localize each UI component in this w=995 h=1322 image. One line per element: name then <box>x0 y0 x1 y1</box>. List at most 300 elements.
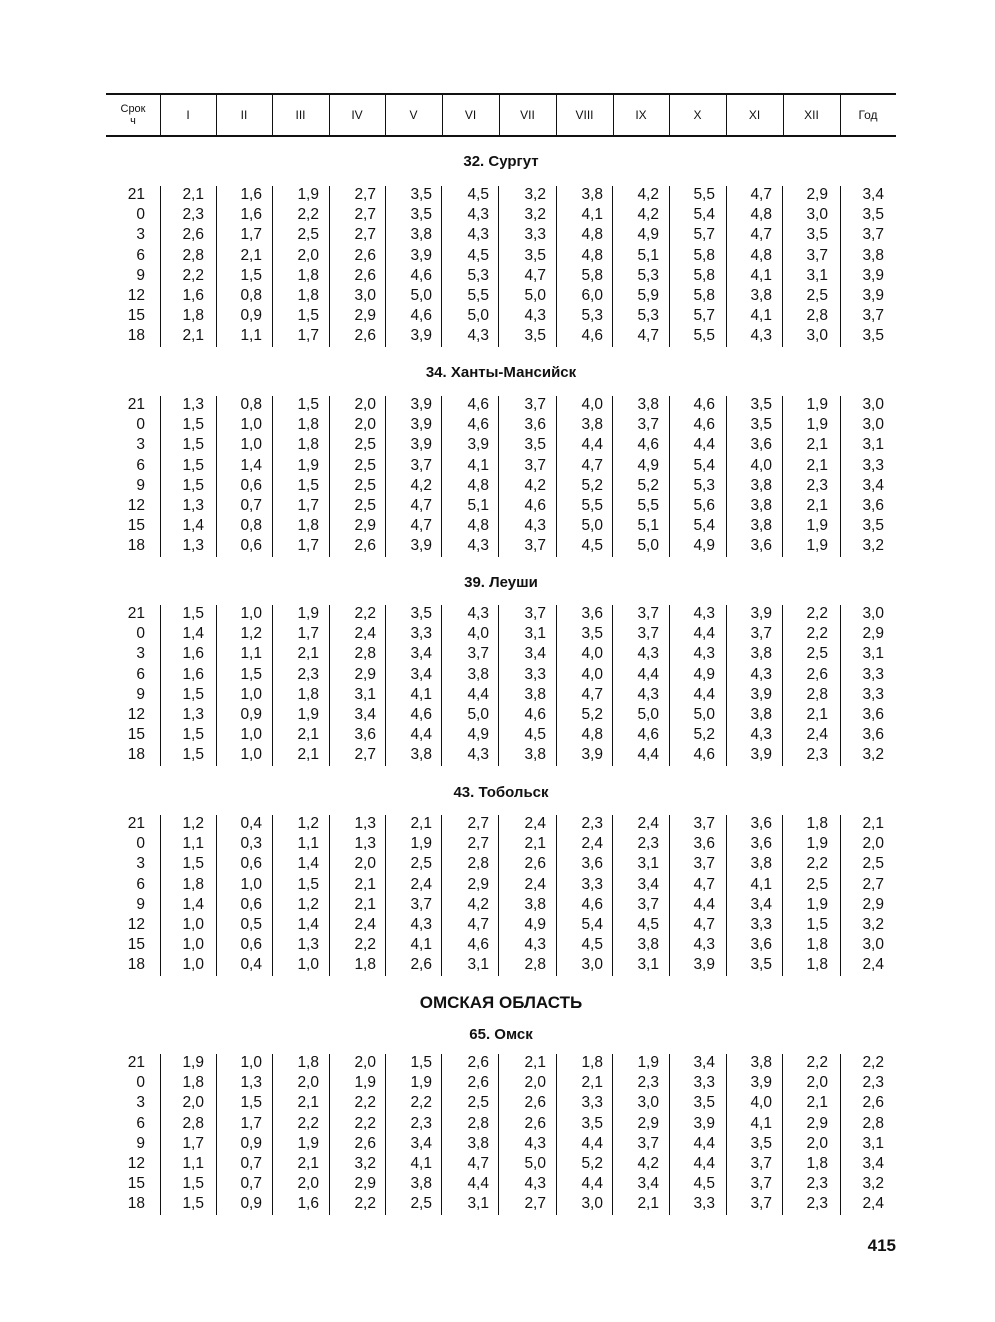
value-cell: 4,4 <box>410 726 432 744</box>
value-cell: 3,5 <box>750 1134 772 1152</box>
table-row <box>0 915 995 935</box>
value-cell: 2,4 <box>637 815 659 832</box>
value-cell: 3,1 <box>806 266 828 284</box>
srok-cell: 18 <box>127 1195 145 1213</box>
value-cell: 2,6 <box>467 1074 489 1092</box>
table-row <box>0 665 995 685</box>
value-cell: 1,6 <box>182 665 204 683</box>
value-cell: 1,7 <box>240 226 262 244</box>
value-cell: 4,3 <box>693 605 715 622</box>
value-cell: 3,0 <box>354 287 376 304</box>
value-cell: 4,5 <box>693 1175 715 1193</box>
value-cell: 1,0 <box>182 956 204 974</box>
srok-cell: 15 <box>127 936 145 954</box>
srok-cell: 3 <box>136 226 145 244</box>
value-cell: 3,7 <box>410 895 432 913</box>
srok-cell: 6 <box>136 456 145 474</box>
table-row <box>0 185 995 205</box>
value-cell: 3,6 <box>862 726 884 744</box>
srok-cell: 3 <box>136 645 145 663</box>
value-cell: 4,8 <box>581 726 603 744</box>
value-cell: 1,5 <box>297 476 319 494</box>
value-cell: 5,5 <box>581 497 603 514</box>
value-cell: 1,8 <box>354 956 376 974</box>
value-cell: 0,8 <box>240 287 262 304</box>
srok-cell: 9 <box>136 895 145 913</box>
value-cell: 2,6 <box>354 327 376 345</box>
srok-cell: 18 <box>127 537 145 555</box>
table-row <box>0 306 995 326</box>
value-cell: 2,0 <box>524 1074 546 1092</box>
value-cell: 4,3 <box>524 1175 546 1193</box>
value-cell: 1,8 <box>297 416 319 434</box>
value-cell: 4,1 <box>467 456 489 474</box>
value-cell: 4,7 <box>750 226 772 244</box>
table-row <box>0 1093 995 1113</box>
header-cell: IV <box>351 108 363 122</box>
srok-cell: 18 <box>127 327 145 345</box>
value-cell: 3,8 <box>750 497 772 514</box>
value-cell: 3,8 <box>524 685 546 703</box>
srok-cell: 9 <box>136 1134 145 1152</box>
value-cell: 0,8 <box>240 517 262 535</box>
value-cell: 4,3 <box>467 537 489 555</box>
table-row <box>0 225 995 245</box>
header-separator <box>160 95 161 135</box>
value-cell: 5,8 <box>693 287 715 304</box>
value-cell: 0,8 <box>240 396 262 413</box>
value-cell: 2,4 <box>806 726 828 744</box>
table-row <box>0 435 995 455</box>
value-cell: 3,8 <box>750 287 772 304</box>
value-cell: 3,8 <box>410 226 432 244</box>
value-cell: 0,4 <box>240 815 262 832</box>
value-cell: 2,1 <box>354 895 376 913</box>
value-cell: 4,0 <box>750 1094 772 1112</box>
station-title: 32. Сургут <box>463 153 539 170</box>
value-cell: 4,3 <box>750 665 772 683</box>
value-cell: 2,2 <box>354 1094 376 1112</box>
value-cell: 4,3 <box>750 327 772 345</box>
value-cell: 3,0 <box>806 327 828 345</box>
value-cell: 4,3 <box>524 1134 546 1152</box>
value-cell: 3,7 <box>862 307 884 325</box>
value-cell: 1,7 <box>297 497 319 514</box>
value-cell: 1,9 <box>637 1054 659 1071</box>
value-cell: 1,7 <box>297 625 319 643</box>
value-cell: 3,0 <box>806 206 828 224</box>
value-cell: 1,7 <box>240 1114 262 1132</box>
value-cell: 3,9 <box>410 537 432 555</box>
value-cell: 4,0 <box>750 456 772 474</box>
value-cell: 1,9 <box>297 605 319 622</box>
value-cell: 3,3 <box>693 1195 715 1213</box>
value-cell: 2,1 <box>862 815 884 832</box>
table-row <box>0 496 995 516</box>
value-cell: 0,7 <box>240 1155 262 1172</box>
value-cell: 2,6 <box>467 1054 489 1071</box>
header-cell: IX <box>635 108 647 122</box>
value-cell: 1,6 <box>240 186 262 203</box>
header-separator <box>669 95 670 135</box>
value-cell: 2,5 <box>467 1094 489 1112</box>
value-cell: 5,4 <box>693 456 715 474</box>
value-cell: 4,4 <box>693 625 715 643</box>
value-cell: 2,5 <box>354 436 376 454</box>
value-cell: 1,3 <box>354 835 376 853</box>
header-cell: II <box>240 108 248 122</box>
value-cell: 3,8 <box>524 895 546 913</box>
value-cell: 0,7 <box>240 1175 262 1193</box>
value-cell: 2,1 <box>354 875 376 893</box>
value-cell: 1,6 <box>297 1195 319 1213</box>
value-cell: 2,0 <box>806 1134 828 1152</box>
value-cell: 4,6 <box>524 497 546 514</box>
table-row <box>0 604 995 624</box>
value-cell: 4,3 <box>637 645 659 663</box>
header-cell: VII <box>520 108 535 122</box>
value-cell: 3,2 <box>524 186 546 203</box>
value-cell: 3,3 <box>862 665 884 683</box>
value-cell: 3,2 <box>862 916 884 933</box>
table-row <box>0 685 995 705</box>
value-cell: 1,9 <box>297 1134 319 1152</box>
header-cell: VIII <box>575 108 594 122</box>
value-cell: 3,6 <box>750 537 772 555</box>
value-cell: 1,8 <box>806 956 828 974</box>
table-row <box>0 1194 995 1214</box>
srok-cell: 18 <box>127 956 145 974</box>
srok-cell: 21 <box>127 396 145 413</box>
value-cell: 4,1 <box>750 875 772 893</box>
value-cell: 2,1 <box>524 1054 546 1071</box>
value-cell: 3,3 <box>524 665 546 683</box>
srok-cell: 3 <box>136 1094 145 1112</box>
value-cell: 1,9 <box>410 835 432 853</box>
value-cell: 1,9 <box>297 186 319 203</box>
value-cell: 2,9 <box>862 625 884 643</box>
value-cell: 1,8 <box>297 266 319 284</box>
value-cell: 2,4 <box>581 835 603 853</box>
value-cell: 1,0 <box>182 936 204 954</box>
srok-cell: 12 <box>127 287 145 304</box>
table-row <box>0 476 995 496</box>
value-cell: 2,0 <box>297 1175 319 1193</box>
value-cell: 4,9 <box>467 726 489 744</box>
srok-cell: 0 <box>136 416 145 434</box>
header-separator <box>499 95 500 135</box>
value-cell: 3,9 <box>467 436 489 454</box>
value-cell: 1,5 <box>182 726 204 744</box>
value-cell: 1,5 <box>297 396 319 413</box>
value-cell: 4,4 <box>581 436 603 454</box>
value-cell: 2,1 <box>581 1074 603 1092</box>
value-cell: 3,5 <box>750 956 772 974</box>
value-cell: 1,3 <box>182 396 204 413</box>
value-cell: 2,6 <box>806 665 828 683</box>
value-cell: 4,6 <box>693 746 715 764</box>
value-cell: 3,6 <box>750 936 772 954</box>
value-cell: 3,9 <box>410 246 432 264</box>
value-cell: 4,6 <box>410 706 432 723</box>
table-row <box>0 644 995 664</box>
value-cell: 6,0 <box>581 287 603 304</box>
value-cell: 1,9 <box>806 396 828 413</box>
value-cell: 2,0 <box>354 855 376 873</box>
value-cell: 1,9 <box>297 706 319 723</box>
srok-cell: 18 <box>127 746 145 764</box>
value-cell: 1,5 <box>182 456 204 474</box>
value-cell: 4,4 <box>693 1134 715 1152</box>
value-cell: 2,0 <box>862 835 884 853</box>
value-cell: 3,7 <box>410 456 432 474</box>
value-cell: 3,8 <box>750 1054 772 1071</box>
value-cell: 1,9 <box>806 835 828 853</box>
table-row <box>0 854 995 874</box>
value-cell: 4,4 <box>467 685 489 703</box>
value-cell: 2,5 <box>806 287 828 304</box>
srok-cell: 6 <box>136 665 145 683</box>
value-cell: 2,8 <box>806 307 828 325</box>
value-cell: 2,1 <box>182 186 204 203</box>
value-cell: 2,8 <box>806 685 828 703</box>
srok-cell: 9 <box>136 685 145 703</box>
value-cell: 3,8 <box>467 665 489 683</box>
value-cell: 2,2 <box>354 1195 376 1213</box>
value-cell: 1,2 <box>240 625 262 643</box>
value-cell: 5,2 <box>581 1155 603 1172</box>
value-cell: 3,5 <box>524 436 546 454</box>
value-cell: 4,2 <box>637 186 659 203</box>
value-cell: 4,4 <box>637 665 659 683</box>
value-cell: 1,0 <box>240 416 262 434</box>
value-cell: 4,4 <box>693 685 715 703</box>
srok-cell: 6 <box>136 875 145 893</box>
value-cell: 0,6 <box>240 476 262 494</box>
value-cell: 2,5 <box>354 456 376 474</box>
value-cell: 3,8 <box>637 936 659 954</box>
srok-cell: 12 <box>127 497 145 514</box>
value-cell: 2,3 <box>581 815 603 832</box>
value-cell: 4,4 <box>693 436 715 454</box>
value-cell: 4,7 <box>637 327 659 345</box>
value-cell: 3,4 <box>637 875 659 893</box>
value-cell: 2,7 <box>354 206 376 224</box>
value-cell: 3,5 <box>581 1114 603 1132</box>
value-cell: 4,1 <box>410 685 432 703</box>
value-cell: 2,6 <box>354 246 376 264</box>
value-cell: 1,5 <box>182 685 204 703</box>
value-cell: 1,5 <box>240 266 262 284</box>
value-cell: 2,6 <box>182 226 204 244</box>
value-cell: 2,1 <box>182 327 204 345</box>
value-cell: 1,5 <box>182 476 204 494</box>
value-cell: 3,6 <box>862 497 884 514</box>
value-cell: 3,7 <box>467 645 489 663</box>
value-cell: 3,4 <box>862 186 884 203</box>
value-cell: 3,8 <box>637 396 659 413</box>
value-cell: 3,8 <box>410 746 432 764</box>
value-cell: 3,8 <box>581 186 603 203</box>
value-cell: 2,9 <box>467 875 489 893</box>
value-cell: 3,1 <box>862 436 884 454</box>
value-cell: 5,2 <box>693 726 715 744</box>
value-cell: 2,5 <box>410 1195 432 1213</box>
value-cell: 3,2 <box>862 1175 884 1193</box>
value-cell: 1,0 <box>297 956 319 974</box>
value-cell: 2,2 <box>410 1094 432 1112</box>
value-cell: 2,5 <box>354 476 376 494</box>
table-row <box>0 395 995 415</box>
value-cell: 2,4 <box>524 875 546 893</box>
value-cell: 3,0 <box>862 605 884 622</box>
value-cell: 4,2 <box>637 206 659 224</box>
value-cell: 3,9 <box>693 956 715 974</box>
value-cell: 3,1 <box>637 956 659 974</box>
value-cell: 3,7 <box>637 1134 659 1152</box>
value-cell: 3,7 <box>637 416 659 434</box>
value-cell: 2,7 <box>354 746 376 764</box>
value-cell: 2,9 <box>354 307 376 325</box>
value-cell: 3,9 <box>750 605 772 622</box>
value-cell: 3,6 <box>581 605 603 622</box>
value-cell: 4,4 <box>637 746 659 764</box>
value-cell: 3,5 <box>862 206 884 224</box>
value-cell: 2,3 <box>410 1114 432 1132</box>
value-cell: 1,7 <box>297 537 319 555</box>
value-cell: 3,4 <box>410 665 432 683</box>
value-cell: 1,0 <box>182 916 204 933</box>
value-cell: 4,3 <box>467 746 489 764</box>
value-cell: 0,3 <box>240 835 262 853</box>
value-cell: 4,6 <box>637 726 659 744</box>
value-cell: 4,3 <box>524 936 546 954</box>
value-cell: 1,8 <box>806 815 828 832</box>
value-cell: 1,0 <box>240 746 262 764</box>
value-cell: 5,2 <box>581 706 603 723</box>
value-cell: 2,1 <box>297 1155 319 1172</box>
value-cell: 4,2 <box>467 895 489 913</box>
value-cell: 3,9 <box>410 416 432 434</box>
value-cell: 4,7 <box>410 497 432 514</box>
value-cell: 1,1 <box>297 835 319 853</box>
value-cell: 3,4 <box>862 476 884 494</box>
value-cell: 4,2 <box>410 476 432 494</box>
value-cell: 1,1 <box>182 835 204 853</box>
value-cell: 5,4 <box>581 916 603 933</box>
value-cell: 1,5 <box>182 746 204 764</box>
value-cell: 0,6 <box>240 537 262 555</box>
header-srok-label: Срок ч <box>120 103 146 127</box>
value-cell: 3,9 <box>750 1074 772 1092</box>
value-cell: 2,5 <box>806 875 828 893</box>
value-cell: 5,8 <box>581 266 603 284</box>
value-cell: 5,0 <box>467 307 489 325</box>
value-cell: 2,6 <box>354 266 376 284</box>
value-cell: 3,6 <box>581 855 603 873</box>
value-cell: 3,6 <box>750 835 772 853</box>
table-row <box>0 415 995 435</box>
value-cell: 5,1 <box>637 246 659 264</box>
value-cell: 1,8 <box>297 1054 319 1071</box>
value-cell: 3,9 <box>750 746 772 764</box>
value-cell: 1,5 <box>182 416 204 434</box>
value-cell: 1,3 <box>182 497 204 514</box>
value-cell: 1,8 <box>297 287 319 304</box>
value-cell: 5,7 <box>693 307 715 325</box>
srok-cell: 12 <box>127 916 145 933</box>
value-cell: 2,3 <box>637 835 659 853</box>
value-cell: 3,3 <box>524 226 546 244</box>
value-cell: 1,3 <box>182 706 204 723</box>
value-cell: 5,0 <box>581 517 603 535</box>
value-cell: 1,4 <box>182 517 204 535</box>
srok-cell: 3 <box>136 855 145 873</box>
value-cell: 1,6 <box>182 287 204 304</box>
value-cell: 3,6 <box>524 416 546 434</box>
value-cell: 2,4 <box>354 916 376 933</box>
value-cell: 1,0 <box>240 685 262 703</box>
value-cell: 3,7 <box>524 396 546 413</box>
value-cell: 4,6 <box>467 396 489 413</box>
value-cell: 3,3 <box>750 916 772 933</box>
srok-cell: 12 <box>127 706 145 723</box>
value-cell: 5,1 <box>637 517 659 535</box>
header-cell: X <box>693 108 702 122</box>
value-cell: 5,9 <box>637 287 659 304</box>
value-cell: 2,0 <box>297 1074 319 1092</box>
value-cell: 2,3 <box>862 1074 884 1092</box>
value-cell: 5,3 <box>637 266 659 284</box>
value-cell: 4,2 <box>524 476 546 494</box>
value-cell: 5,8 <box>693 266 715 284</box>
station-title: 34. Ханты-Мансийск <box>425 364 577 381</box>
value-cell: 2,1 <box>806 706 828 723</box>
value-cell: 0,6 <box>240 936 262 954</box>
station-title: 39. Леуши <box>464 574 538 591</box>
value-cell: 2,6 <box>410 956 432 974</box>
value-cell: 1,5 <box>297 307 319 325</box>
value-cell: 2,2 <box>806 605 828 622</box>
value-cell: 4,4 <box>693 1155 715 1172</box>
value-cell: 4,5 <box>581 936 603 954</box>
value-cell: 5,2 <box>581 476 603 494</box>
table-row <box>0 456 995 476</box>
value-cell: 2,1 <box>806 497 828 514</box>
value-cell: 5,0 <box>410 287 432 304</box>
value-cell: 2,5 <box>297 226 319 244</box>
value-cell: 5,7 <box>693 226 715 244</box>
value-cell: 4,4 <box>467 1175 489 1193</box>
value-cell: 2,8 <box>524 956 546 974</box>
value-cell: 2,0 <box>354 396 376 413</box>
value-cell: 2,1 <box>297 746 319 764</box>
value-cell: 1,8 <box>297 436 319 454</box>
value-cell: 4,3 <box>524 517 546 535</box>
value-cell: 3,4 <box>750 895 772 913</box>
value-cell: 5,0 <box>637 706 659 723</box>
value-cell: 1,9 <box>297 456 319 474</box>
value-cell: 3,3 <box>581 1094 603 1112</box>
srok-cell: 0 <box>136 625 145 643</box>
value-cell: 3,4 <box>410 1134 432 1152</box>
value-cell: 4,6 <box>410 307 432 325</box>
value-cell: 3,5 <box>862 327 884 345</box>
value-cell: 2,0 <box>182 1094 204 1112</box>
value-cell: 4,8 <box>581 246 603 264</box>
value-cell: 3,7 <box>524 537 546 555</box>
value-cell: 3,7 <box>862 226 884 244</box>
